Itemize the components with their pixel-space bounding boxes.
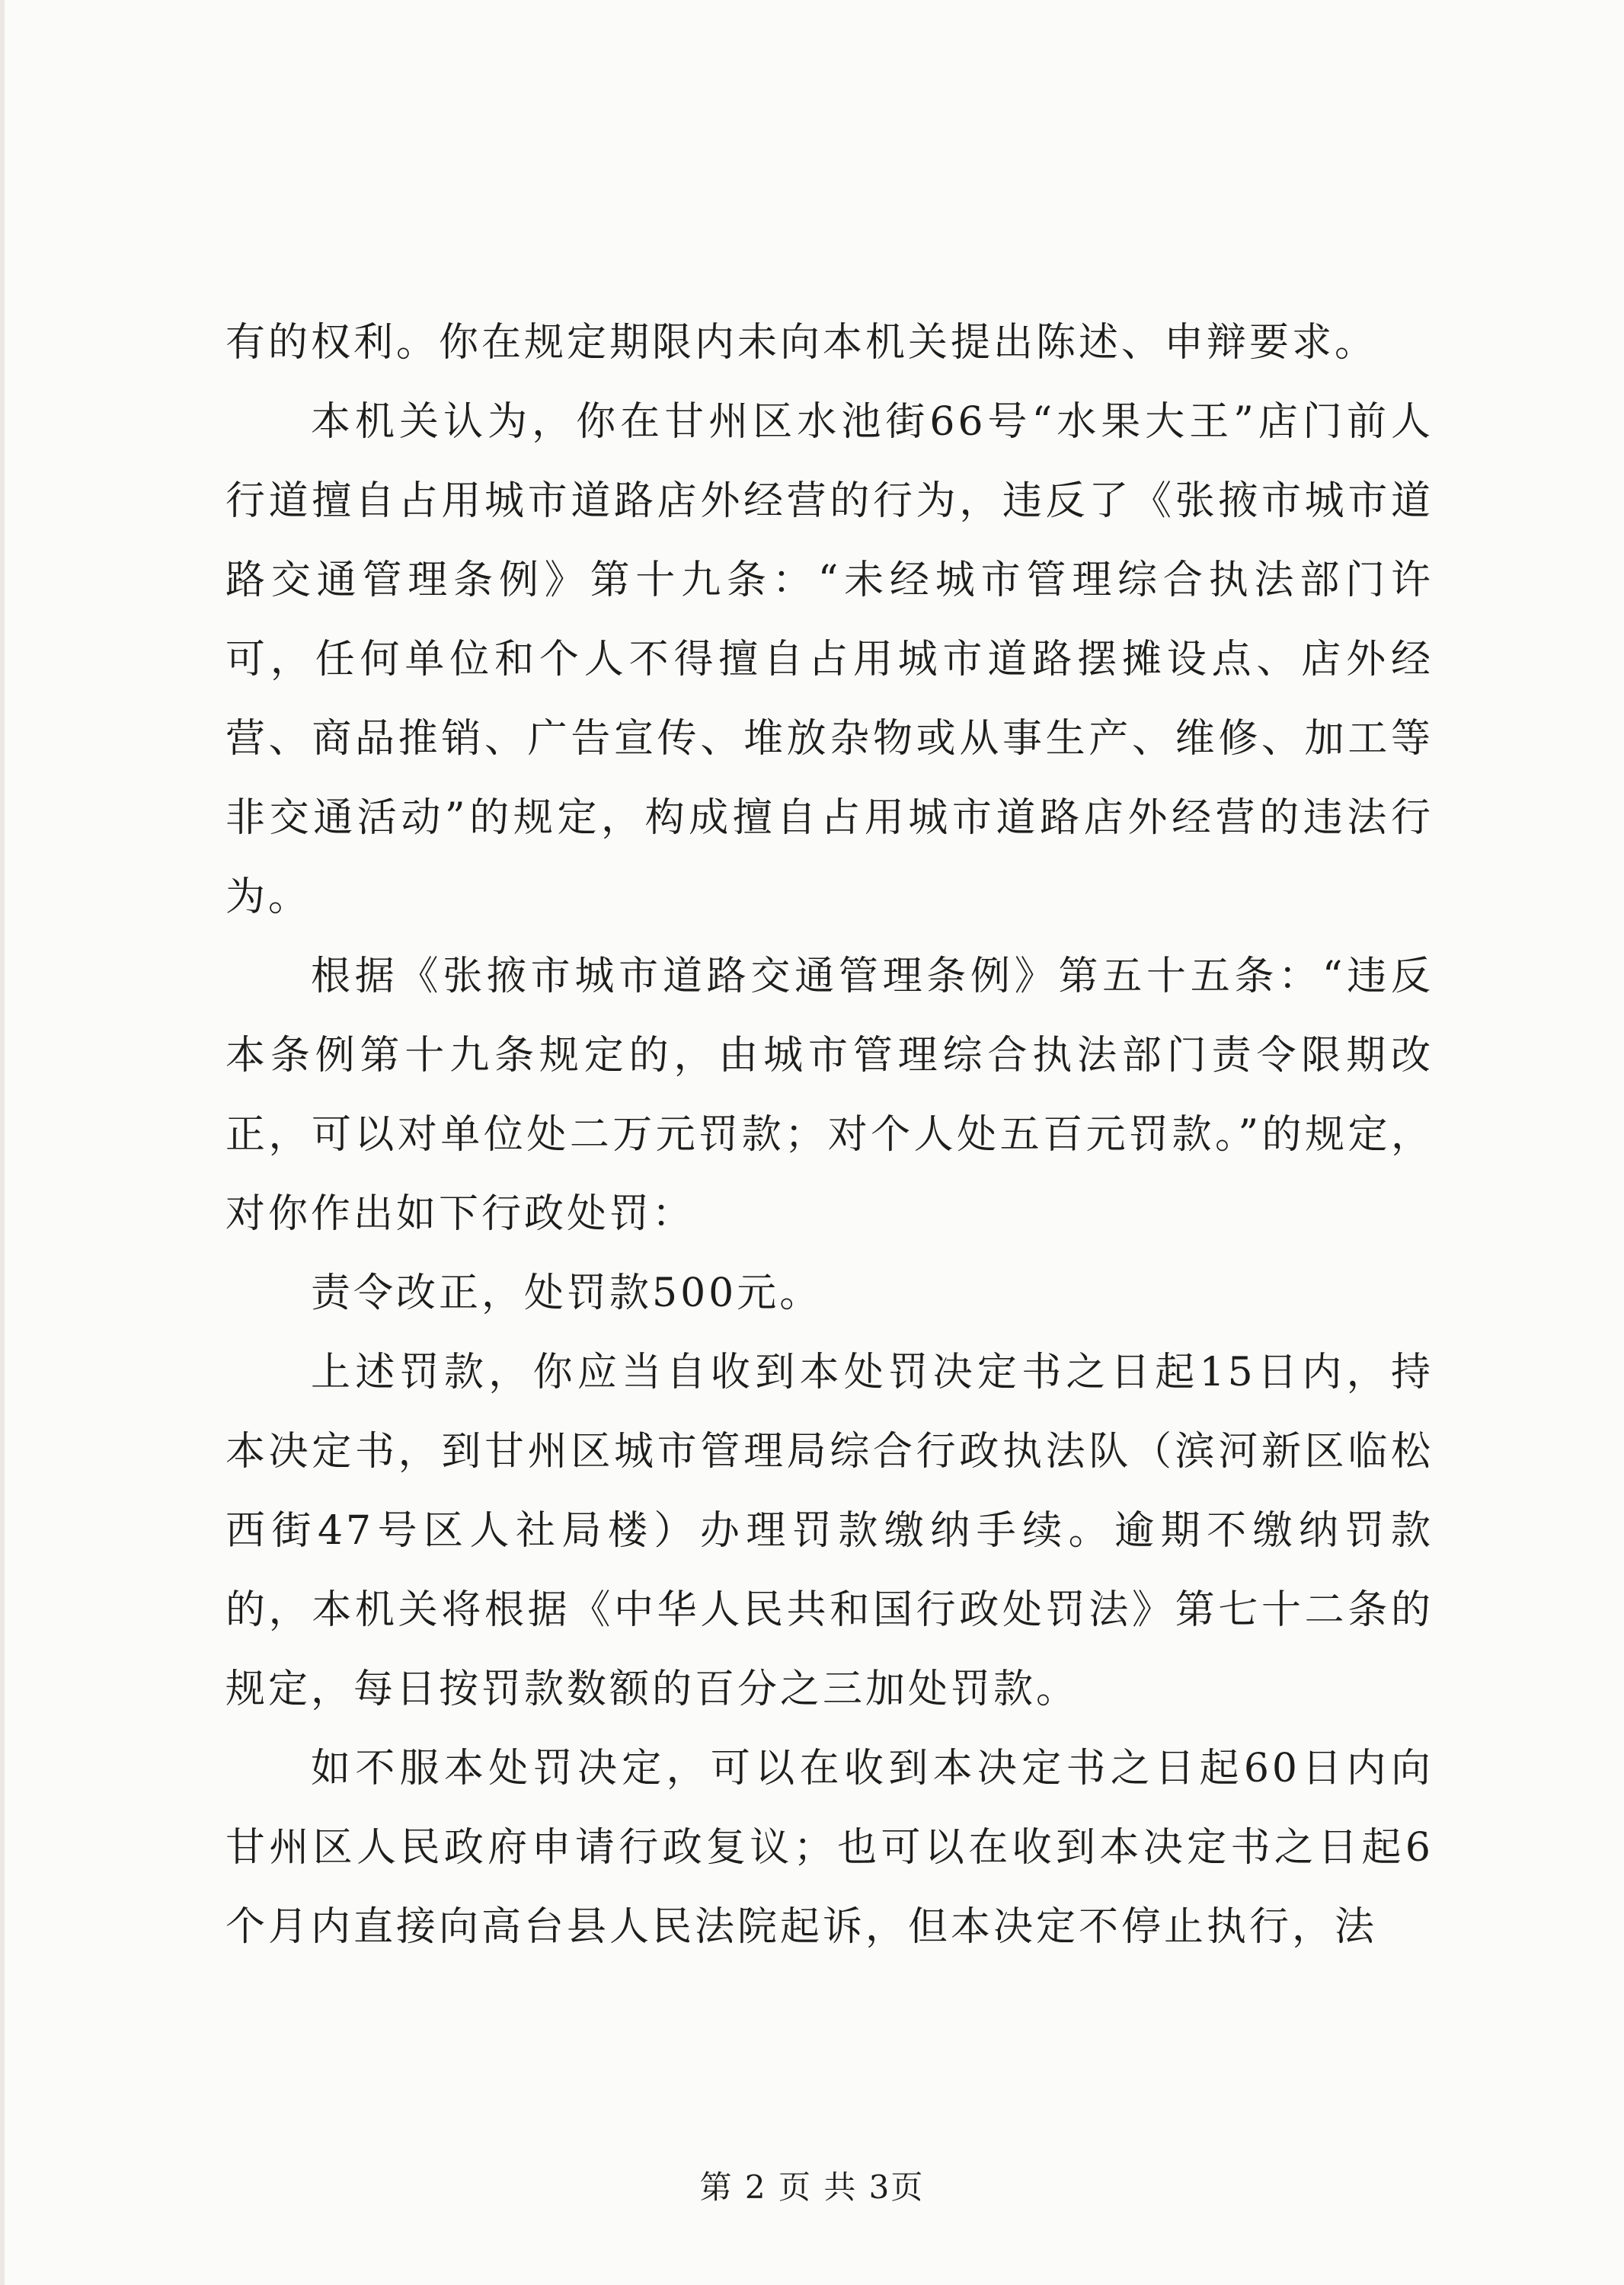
paragraph-5: 上述罚款，你应当自收到本处罚决定书之日起15日内，持本决定书，到甘州区城市管理局综合行政执法队（滨河新区临松西街47号区人社局楼）办理罚款缴纳手续。逾期不缴纳罚款的，本机关将根据《中华人民共和国行政处罚法》第七十二条的规定，每日按罚款数额的百分之三加处罚款。 <box>225 1350 1434 1712</box>
paragraph-3: 根据《张掖市城市道路交通管理条例》第五十五条：“违反本条例第十九条规定的，由城市管理综合执法部门责令限期改正，可以对单位处二万元罚款；对个人处五百元罚款。”的规定，对你作出如下行政处罚： <box>225 954 1434 1237</box>
paragraph-2: 本机关认为，你在甘州区水池街66号“水果大王”店门前人行道擅自占用城市道路店外经营的行为，违反了《张掖市城市道路交通管理条例》第十九条：“未经城市管理综合执法部门许可，任何单位和个人不得擅自占用城市道路摆摊设点、店外经营、商品推销、广告宣传、堆放杂物或从事生产、维修、加工等非交通活动”的规定，构成擅自占用城市道路店外经营的违法行为。 <box>225 399 1434 920</box>
page-number-footer: 第 2 页 共 3页 <box>699 2168 925 2206</box>
paragraph-6: 如不服本处罚决定，可以在收到本决定书之日起60日内向甘州区人民政府申请行政复议；也可以在收到本决定书之日起6个月内直接向高台县人民法院起诉，但本决定不停止执行，法 <box>225 1746 1434 1950</box>
paragraph-4: 责令改正，处罚款500元。 <box>311 1270 823 1316</box>
document-body <box>225 303 1434 1967</box>
paragraph-1: 有的权利。你在规定期限内未向本机关提出陈述、申辩要求。 <box>225 320 1378 366</box>
page-edge <box>0 0 5 2285</box>
